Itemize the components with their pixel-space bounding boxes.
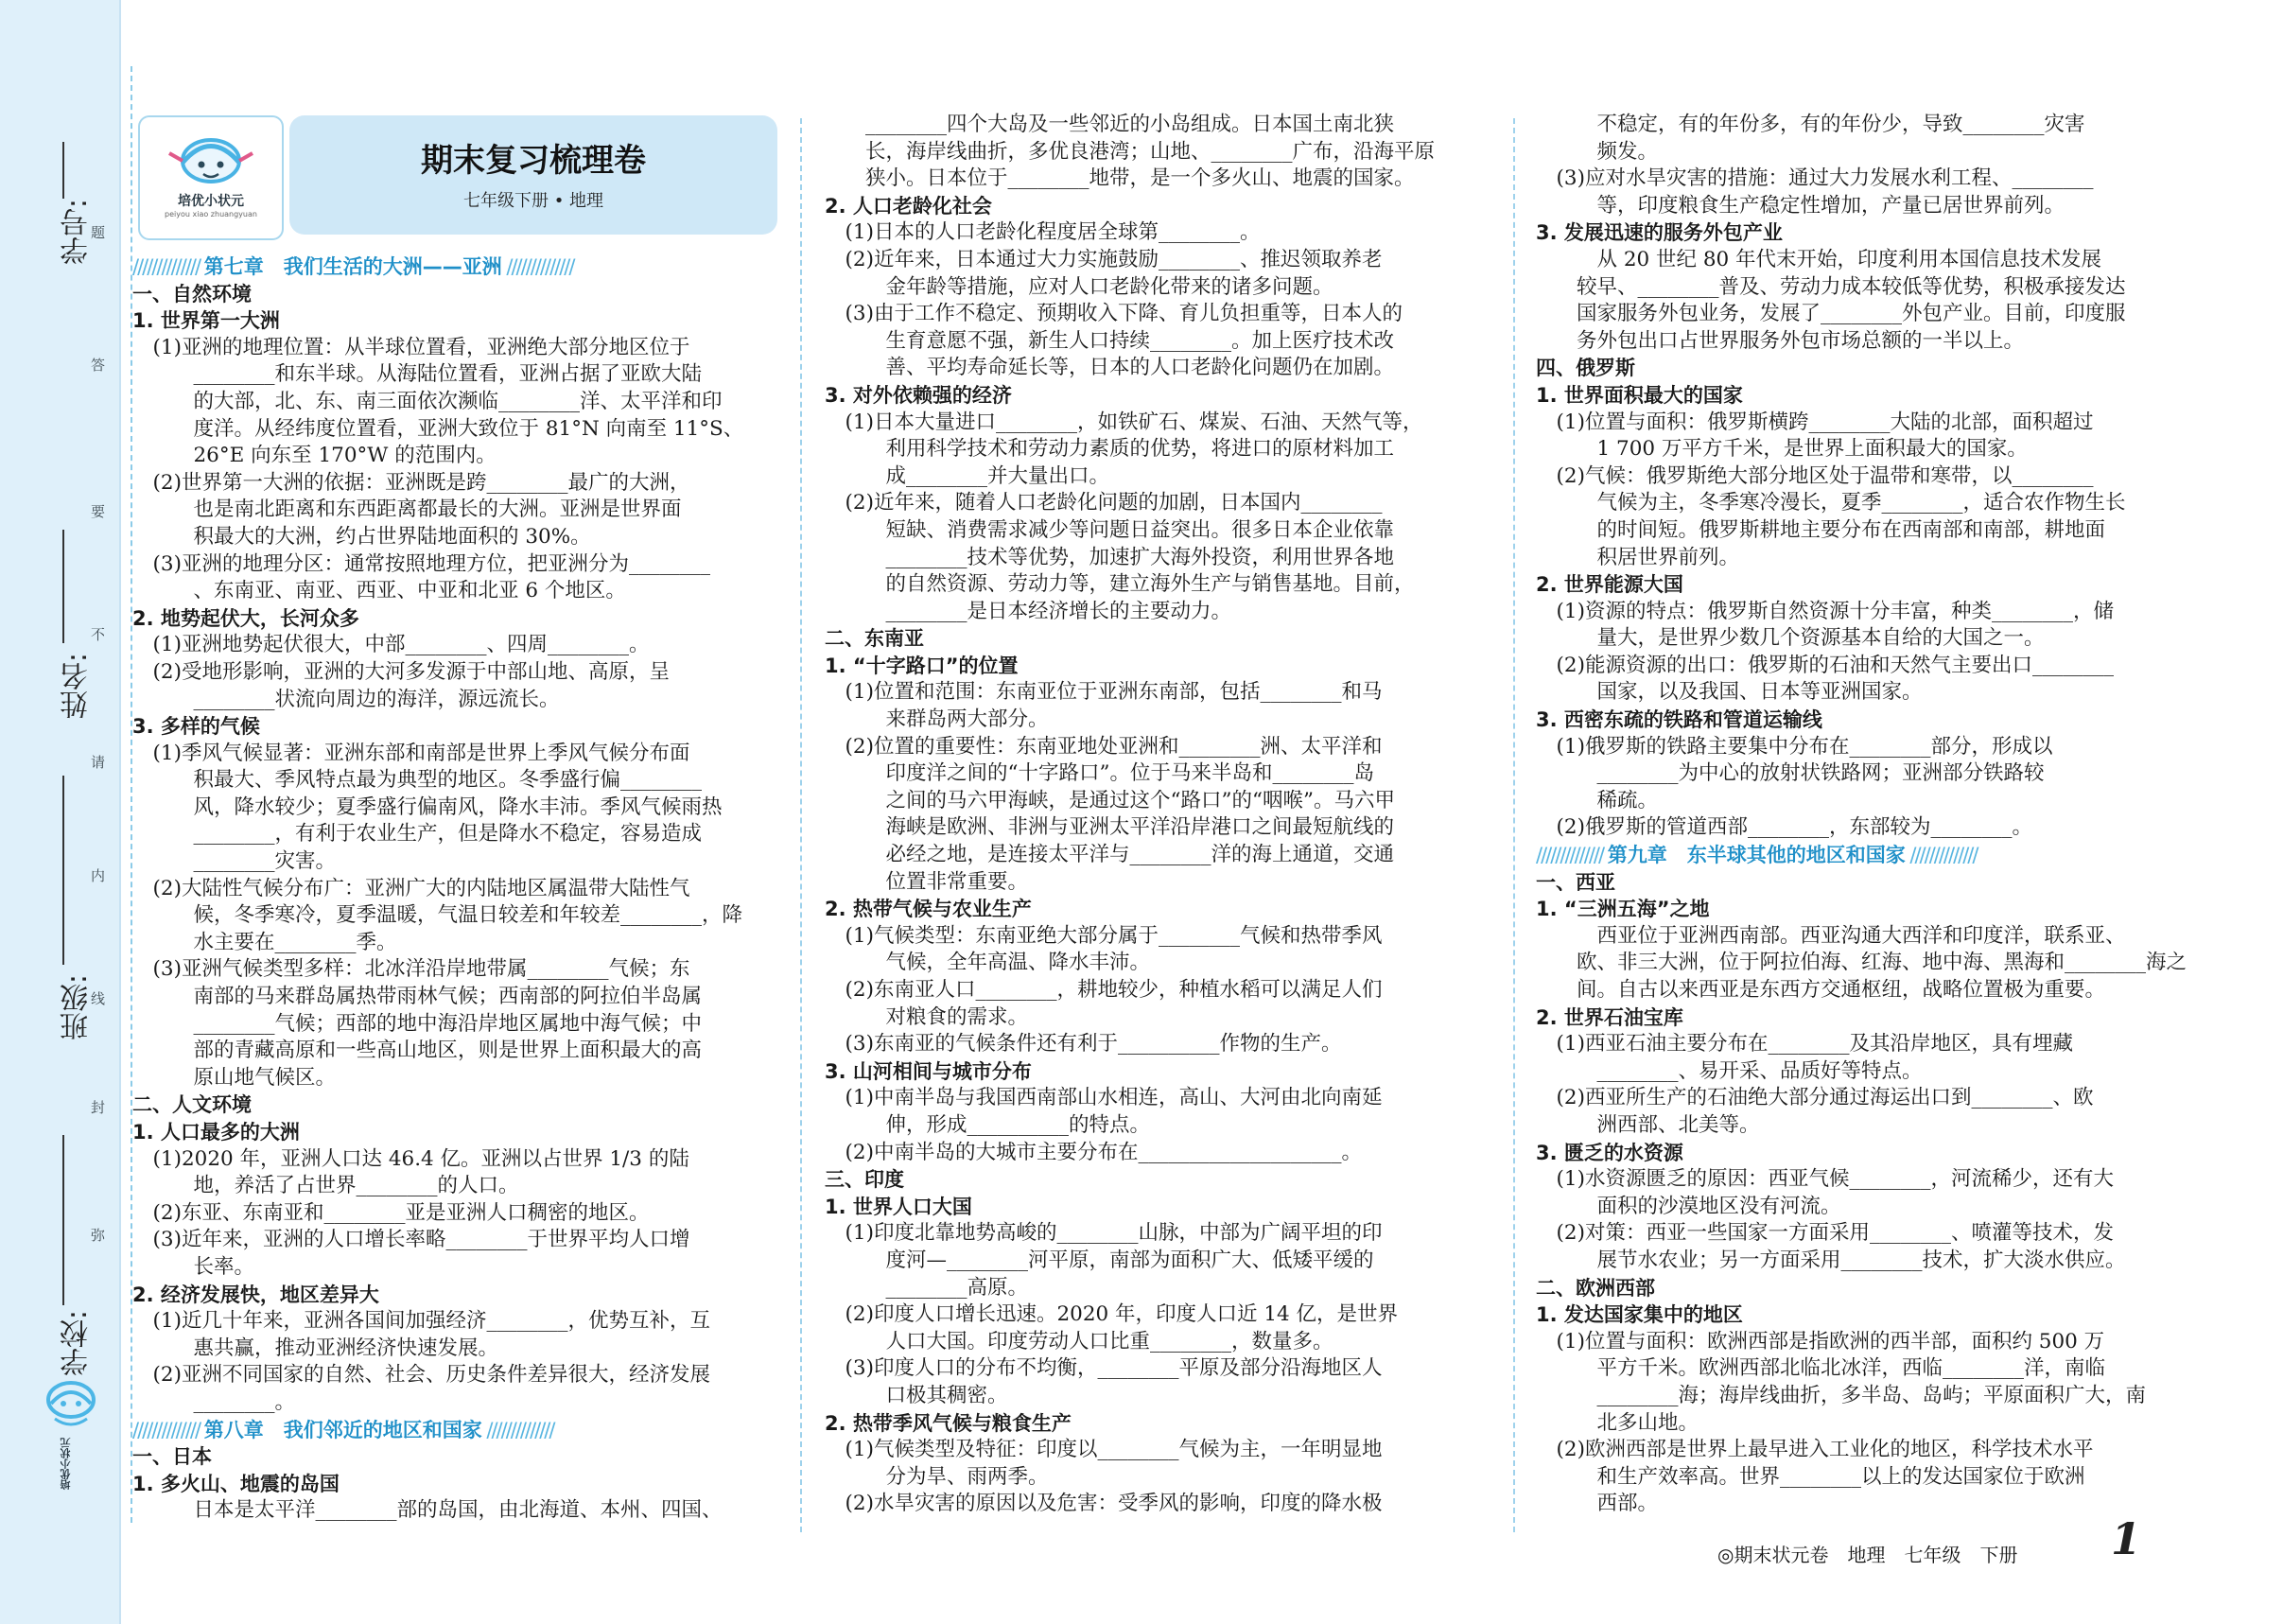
text-line: 洲西部、北美等。 xyxy=(1536,1112,1760,1137)
text-line: (1)位置和范围：东南亚位于亚洲东南部，包括________和马 xyxy=(825,680,1383,705)
text-line: (1)位置与面积：欧洲西部是指欧洲的西半部，面积约 500 万 xyxy=(1536,1329,2105,1353)
text-line: (2)东亚、东南亚和________亚是亚洲人口稠密的地区。 xyxy=(132,1200,650,1225)
text-line: ________是日本经济增长的主要动力。 xyxy=(825,599,1232,623)
field-class: 班级: xyxy=(61,974,94,1041)
text-line: ________海；海岸线曲折，多半岛、岛屿；平原面积广大，南 xyxy=(1536,1383,2147,1407)
binding-word: 封 xyxy=(91,1099,106,1116)
subsection-heading: 3. 发展迅速的服务外包产业 xyxy=(1536,221,1783,245)
text-line: (1)印度北靠地势高峻的________山脉，中部为广阔平坦的印 xyxy=(825,1221,1383,1246)
text-line: ________和东半球。从海陆位置看，亚洲占据了亚欧大陆 xyxy=(132,362,703,387)
text-line: (2)俄罗斯的管道西部________，东部较为________。 xyxy=(1536,815,2032,840)
chapter-decoration: ////////////// xyxy=(132,255,204,278)
text-line: 积最大、季风特点最为典型的地区。冬季盛行偏________ xyxy=(132,768,703,793)
text-line: ________、易开采、品质好等特点。 xyxy=(1536,1058,1923,1083)
page-title: 期末复习梳理卷 xyxy=(421,142,646,180)
chapter-heading xyxy=(132,253,762,281)
text-line: 不稳定，有的年份多，有的年份少，导致________灾害 xyxy=(1536,113,2085,136)
chapter-decoration: ////////////// xyxy=(132,1418,204,1441)
text-line: 西亚位于亚洲西南部。西亚沟通大西洋和印度洋，联系亚、 xyxy=(1536,923,2126,948)
text-line: 人口大国。印度劳动人口比重________，数量多。 xyxy=(825,1329,1333,1353)
chapter-title: 第七章 我们生活的大洲——亚洲 xyxy=(203,255,502,278)
text-line: 展节水农业；另一方面采用________技术，扩大淡水供应。 xyxy=(1536,1248,2126,1272)
field-name-line[interactable] xyxy=(62,530,64,643)
subsection-heading: 3. 西密东疏的铁路和管道运输线 xyxy=(1536,708,1822,732)
text-line: (1)亚洲地势起伏很大，中部________、四周________。 xyxy=(132,633,650,657)
text-line: 气候为主，冬季寒冷漫长，夏季________，适合农作物生长 xyxy=(1536,491,2126,515)
text-line: (1)资源的特点：俄罗斯自然资源十分丰富，种类________，储 xyxy=(1536,599,2114,623)
text-line: 的自然资源、劳动力等，建立海外生产与销售基地。目前， xyxy=(825,572,1415,597)
text-line: 惠共赢，推动亚洲经济快速发展。 xyxy=(132,1336,499,1360)
text-line: 海峡是欧洲、非洲与亚洲太平洋沿岸港口之间最短航线的 xyxy=(825,815,1395,840)
column-1 xyxy=(132,253,762,1525)
text-line: (1)气候类型及特征：印度以________气候为主，一年明显地 xyxy=(825,1438,1383,1462)
text-line: (1)气候类型：东南亚绝大部分属于________气候和热带季风 xyxy=(825,923,1383,948)
text-line: ________。 xyxy=(132,1389,296,1414)
text-line: (2)欧洲西部是世界上最早进入工业化的地区，科学技术水平 xyxy=(1536,1438,2094,1462)
text-line: 量大，是世界少数几个资源基本自给的大国之一。 xyxy=(1536,626,2045,651)
text-line: 等，印度粮食生产稳定性增加，产量已居世界前列。 xyxy=(1536,193,2065,218)
binding-word: 答 xyxy=(91,357,106,374)
field-class-line[interactable] xyxy=(62,776,64,965)
text-line: (1)日本大量进口________，如铁矿石、煤炭、石油、天然气等， xyxy=(825,410,1423,434)
chapter-title: 第八章 我们邻近的地区和国家 xyxy=(203,1418,482,1441)
field-school: 学校: xyxy=(61,1310,94,1377)
text-line: ________气候；西部的地中海沿岸地区属地中海气候；中 xyxy=(132,1011,703,1036)
subsection-heading: 2. 热带气候与农业生产 xyxy=(825,898,1032,921)
text-line: 从 20 世纪 80 年代末开始，印度利用本国信息技术发展 xyxy=(1536,247,2102,271)
text-line: 原山地气候区。 xyxy=(132,1065,337,1090)
text-line: 对粮食的需求。 xyxy=(825,1004,1029,1029)
subsection-heading: 3. 山河相间与城市分布 xyxy=(825,1059,1032,1083)
text-line: 之间的马六甲海峡，是通过这个“路口”的“咽喉”。马六甲 xyxy=(825,788,1395,812)
text-line: 位置非常重要。 xyxy=(825,869,1029,894)
column-3 xyxy=(1536,112,2187,1518)
page-subtitle: 七年级下册 • 地理 xyxy=(462,191,604,211)
field-school-line[interactable] xyxy=(62,1135,64,1305)
subsection-heading: 2. 人口老龄化社会 xyxy=(825,194,992,218)
subsection-heading: 1. 发达国家集中的地区 xyxy=(1536,1303,1743,1327)
subsection-heading: 3. 多样的气候 xyxy=(132,715,260,739)
column-divider xyxy=(1513,118,1515,1532)
text-line: 金年龄等措施，应对人口老龄化带来的诸多问题。 xyxy=(825,274,1333,299)
subsection-heading: 1. 世界第一大洲 xyxy=(132,309,280,333)
binding-word: 线 xyxy=(91,990,106,1007)
text-line: 欧、非三大洲，位于阿拉伯海、红海、地中海、黑海和________海之 xyxy=(1536,951,2187,975)
logo-text: 培优小状元 xyxy=(178,194,244,209)
text-line: ________四个大岛及一些邻近的小岛组成。日本国土南北狭 xyxy=(825,113,1395,136)
text-line: 1 700 万平方千米，是世界上面积最大的国家。 xyxy=(1536,437,2028,462)
text-line: (1)俄罗斯的铁路主要集中分布在________部分，形成以 xyxy=(1536,734,2053,759)
text-line: 务外包出口占世界服务外包市场总额的一半以上。 xyxy=(1536,328,2025,353)
text-line: (1)位置与面积：俄罗斯横跨________大陆的北部，面积超过 xyxy=(1536,410,2094,434)
text-line: 生育意愿不强，新生人口持续________。加上医疗技术改 xyxy=(825,328,1395,353)
text-line: 北多山地。 xyxy=(1536,1410,1699,1435)
column-divider xyxy=(800,118,802,1532)
text-line: 伸，形成__________的特点。 xyxy=(825,1112,1151,1137)
subsection-heading: 2. 经济发展快，地区差异大 xyxy=(132,1283,379,1306)
mascot-logo-icon xyxy=(164,125,258,191)
text-line: 稀疏。 xyxy=(1536,788,1659,812)
text-line: 国家，以及我国、日本等亚洲国家。 xyxy=(1536,680,1923,705)
text-line: (2)中南半岛的大城市主要分布在____________________。 xyxy=(825,1140,1362,1164)
subsection-heading: 1. “三洲五海”之地 xyxy=(1536,898,1710,921)
text-line: 面积的沙漠地区没有河流。 xyxy=(1536,1194,1841,1218)
text-line: 来群岛两大部分。 xyxy=(825,707,1049,732)
text-line: (2)西亚所生产的石油绝大部分通过海运出口到________、欧 xyxy=(1536,1086,2094,1110)
text-line: 分为旱、雨两季。 xyxy=(825,1464,1049,1489)
text-line: (1)水资源匮乏的原因：西亚气候________，河流稀少，还有大 xyxy=(1536,1167,2114,1192)
text-line: (3)应对水旱灾害的措施：通过大力发展水利工程、________ xyxy=(1536,166,2094,191)
section-heading: 二、欧洲西部 xyxy=(1536,1276,1655,1300)
text-line: (3)亚洲的地理分区：通常按照地理方位，把亚洲分为________ xyxy=(132,551,710,576)
logo-subtext: peiyou xiao zhuangyuan xyxy=(165,210,257,218)
field-name: 姓名: xyxy=(61,653,94,720)
text-line: (2)受地形影响，亚洲的大河多发源于中部山地、高原，呈 xyxy=(132,659,670,684)
text-line: (2)气候：俄罗斯绝大部分地区处于温带和寒带，以________ xyxy=(1536,463,2094,488)
text-line: (2)亚洲不同国家的自然、社会、历史条件差异很大，经济发展 xyxy=(132,1363,710,1388)
text-line: ________高原。 xyxy=(825,1275,1029,1300)
text-line: (2)世界第一大洲的依据：亚洲既是跨________最广的大洲， xyxy=(132,470,690,495)
subsection-heading: 3. 对外依赖强的经济 xyxy=(825,383,1012,407)
text-line: ________为中心的放射状铁路网；亚洲部分铁路较 xyxy=(1536,761,2045,786)
binding-word: 要 xyxy=(91,503,106,520)
small-mascot-logo-icon xyxy=(38,1362,104,1494)
text-line: 风，降水较少；夏季盛行偏南风，降水丰沛。季风气候雨热 xyxy=(132,795,723,819)
text-line: 西部。 xyxy=(1536,1492,1659,1516)
page-number: 1 xyxy=(2111,1513,2142,1564)
brand-logo xyxy=(138,115,284,240)
text-line: (2)大陆性气候分布广：亚洲广大的内陆地区属温带大陆性气 xyxy=(132,876,690,900)
text-line: 积最大的大洲，约占世界陆地面积的 30%。 xyxy=(132,524,591,549)
subsection-heading: 1. 世界面积最大的国家 xyxy=(1536,383,1743,407)
text-line: 印度洋之间的“十字路口”。位于马来半岛和________岛 xyxy=(825,761,1374,786)
subsection-heading: 1. 人口最多的大洲 xyxy=(132,1121,300,1144)
binding-word: 请 xyxy=(91,754,106,771)
binding-word: 不 xyxy=(91,626,106,643)
subsection-heading: 1. “十字路口”的位置 xyxy=(825,654,1019,677)
text-line: 间。自古以来西亚是东西方交通枢纽，战略位置极为重要。 xyxy=(1536,978,2106,1002)
text-line: 善、平均寿命延长等，日本的人口老龄化问题仍在加剧。 xyxy=(825,356,1395,380)
text-line: 国家服务外包业务，发展了________外包产业。目前，印度服 xyxy=(1536,302,2126,326)
text-line: 南部的马来群岛属热带雨林气候；西南部的阿拉伯半岛属 xyxy=(132,985,703,1009)
text-line: (3)东南亚的气候条件还有利于__________作物的生产。 xyxy=(825,1032,1342,1056)
subsection-heading: 2. 世界石油宝库 xyxy=(1536,1005,1683,1029)
text-line: (3)近年来，亚洲的人口增长率略________于世界平均人口增 xyxy=(132,1228,690,1252)
text-line: 利用科学技术和劳动力素质的优势，将进口的原材料加工 xyxy=(825,437,1395,462)
text-line: ________状流向周边的海洋，源远流长。 xyxy=(132,687,560,711)
subsection-heading: 2. 地势起伏大，长河众多 xyxy=(132,606,359,630)
section-heading: 一、自然环境 xyxy=(132,282,252,306)
chapter-decoration: ////////////// xyxy=(501,255,574,278)
column-2 xyxy=(825,112,1458,1518)
text-line: 候，冬季寒冷，夏季温暖，气温日较差和年较差________，降 xyxy=(132,903,743,928)
text-line: ________灾害。 xyxy=(132,849,337,874)
text-line: 部的青藏高原和一些高山地区，则是世界上面积最大的高 xyxy=(132,1039,703,1063)
binding-word: 弥 xyxy=(91,1227,106,1244)
text-line: (1)2020 年，亚洲人口达 46.4 亿。亚洲以占世界 1/3 的陆 xyxy=(132,1146,689,1171)
section-heading: 四、俄罗斯 xyxy=(1536,357,1635,380)
subsection-heading: 1. 世界人口大国 xyxy=(825,1195,972,1218)
text-line: (1)日本的人口老龄化程度居全球第________。 xyxy=(825,220,1261,245)
subsection-heading: 2. 热带季风气候与粮食生产 xyxy=(825,1411,1072,1435)
text-line: ________技术等优势，加速扩大海外投资，利用世界各地 xyxy=(825,545,1395,569)
text-line: 地，养活了占世界________的人口。 xyxy=(132,1174,519,1198)
subsection-heading: 2. 世界能源大国 xyxy=(1536,573,1683,597)
field-student-number-line[interactable] xyxy=(62,142,64,199)
chapter-heading xyxy=(1536,842,2175,869)
text-line: (1)近几十年来，亚洲各国间加强经济________，优势互补，互 xyxy=(132,1309,710,1334)
subsection-heading: 3. 匮乏的水资源 xyxy=(1536,1141,1683,1164)
text-line: 的时间短。俄罗斯耕地主要分布在西南部和南部，耕地面 xyxy=(1536,517,2106,542)
text-line: (3)由于工作不稳定、预期收入下降、育儿负担重等，日本人的 xyxy=(825,302,1403,326)
section-heading: 一、日本 xyxy=(132,1445,212,1469)
field-student-number: 学号: xyxy=(61,199,94,266)
text-line: (1)西亚石油主要分布在________及其沿岸地区，具有埋藏 xyxy=(1536,1032,2073,1056)
text-line: (2)对策：西亚一些国家一方面采用________、喷灌等技术，发 xyxy=(1536,1221,2114,1246)
text-line: (2)近年来，随着人口老龄化问题的加剧，日本国内________ xyxy=(825,491,1383,515)
text-line: 日本是太平洋________部的岛国，由北海道、本州、四国、 xyxy=(132,1498,723,1523)
text-line: 口极其稠密。 xyxy=(825,1383,1008,1407)
text-line: 26°E 向东至 170°W 的范围内。 xyxy=(132,444,497,468)
section-heading: 二、东南亚 xyxy=(825,627,924,651)
text-line: (1)中南半岛与我国西南部山水相连，高山、大河由北向南延 xyxy=(825,1086,1383,1110)
text-line: 长率。 xyxy=(132,1254,255,1279)
text-line: 平方千米。欧洲西部北临北冰洋，西临________洋，南临 xyxy=(1536,1356,2106,1381)
chapter-decoration: ////////////// xyxy=(481,1418,554,1441)
chapter-heading xyxy=(132,1417,762,1444)
text-line: 和生产效率高。世界________以上的发达国家位于欧洲 xyxy=(1536,1464,2085,1489)
text-line: (2)印度人口增长迅速。2020 年，印度人口近 14 亿，是世界 xyxy=(825,1302,1399,1327)
binding-word: 内 xyxy=(91,867,106,884)
title-banner xyxy=(289,115,777,235)
text-line: 长，海岸线曲折，多优良港湾；山地、________广布，沿海平原 xyxy=(825,139,1436,164)
text-line: (2)能源资源的出口：俄罗斯的石油和天然气主要出口________ xyxy=(1536,653,2114,677)
text-line: (2)东南亚人口________，耕地较少，种植水稻可以满足人们 xyxy=(825,978,1383,1002)
small-logo-text: 培优小状元 xyxy=(60,1438,72,1490)
text-line: (1)季风气候显著：亚洲东部和南部是世界上季风气候分布面 xyxy=(132,741,690,765)
text-line: (3)印度人口的分布不均衡，________平原及部分沿海地区人 xyxy=(825,1356,1383,1381)
binding-word: 题 xyxy=(91,224,106,241)
text-line: 频发。 xyxy=(1536,139,1659,164)
text-line: (2)近年来，日本通过大力实施鼓励________、推迟领取养老 xyxy=(825,247,1383,271)
text-line: ________，有利于农业生产，但是降水不稳定，容易造成 xyxy=(132,822,703,847)
section-heading: 二、人文环境 xyxy=(132,1093,252,1117)
text-line: (2)位置的重要性：东南亚地处亚洲和________洲、太平洋和 xyxy=(825,734,1383,759)
section-heading: 三、印度 xyxy=(825,1168,904,1192)
text-line: (3)亚洲气候类型多样：北冰洋沿岸地带属________气候；东 xyxy=(132,957,690,982)
text-line: 积居世界前列。 xyxy=(1536,545,1740,569)
text-line: 度洋。从经纬度位置看，亚洲大致位于 81°N 向南至 11°S、 xyxy=(132,416,744,441)
text-line: 狭小。日本位于________地带，是一个多火山、地震的国家。 xyxy=(825,166,1415,191)
text-line: 成________并大量出口。 xyxy=(825,463,1110,488)
text-line: 气候，全年高温、降水丰沛。 xyxy=(825,951,1151,975)
section-heading: 一、西亚 xyxy=(1536,870,1615,894)
subsection-heading: 1. 多火山、地震的岛国 xyxy=(132,1472,340,1495)
text-line: 的大部，北、东、南三面依次濒临________洋、太平洋和印 xyxy=(132,389,723,413)
chapter-decoration: ////////////// xyxy=(1905,844,1978,867)
text-line: 必经之地，是连接太平洋与________洋的海上通道，交通 xyxy=(825,843,1395,867)
text-line: 、东南亚、南亚、西亚、中亚和北亚 6 个地区。 xyxy=(132,579,626,603)
text-line: 度河—________河平原，南部为面积广大、低矮平缓的 xyxy=(825,1248,1374,1272)
text-line: (2)水旱灾害的原因以及危害：受季风的影响，印度的降水极 xyxy=(825,1492,1383,1516)
text-line: 水主要在________季。 xyxy=(132,930,397,954)
text-line: 较早、________普及、劳动力成本较低等优势，积极承接发达 xyxy=(1536,274,2126,299)
text-line: 也是南北距离和东西距离都最长的大洲。亚洲是世界面 xyxy=(132,498,682,522)
chapter-title: 第九章 东半球其他的地区和国家 xyxy=(1607,844,1906,867)
chapter-decoration: ////////////// xyxy=(1536,844,1608,867)
text-line: (1)亚洲的地理位置：从半球位置看，亚洲绝大部分地区位于 xyxy=(132,335,690,359)
text-line: 短缺、消费需求减少等问题日益突出。很多日本企业依靠 xyxy=(825,517,1395,542)
footer-text: ◎期末状元卷 地理 七年级 下册 xyxy=(1717,1544,2018,1566)
